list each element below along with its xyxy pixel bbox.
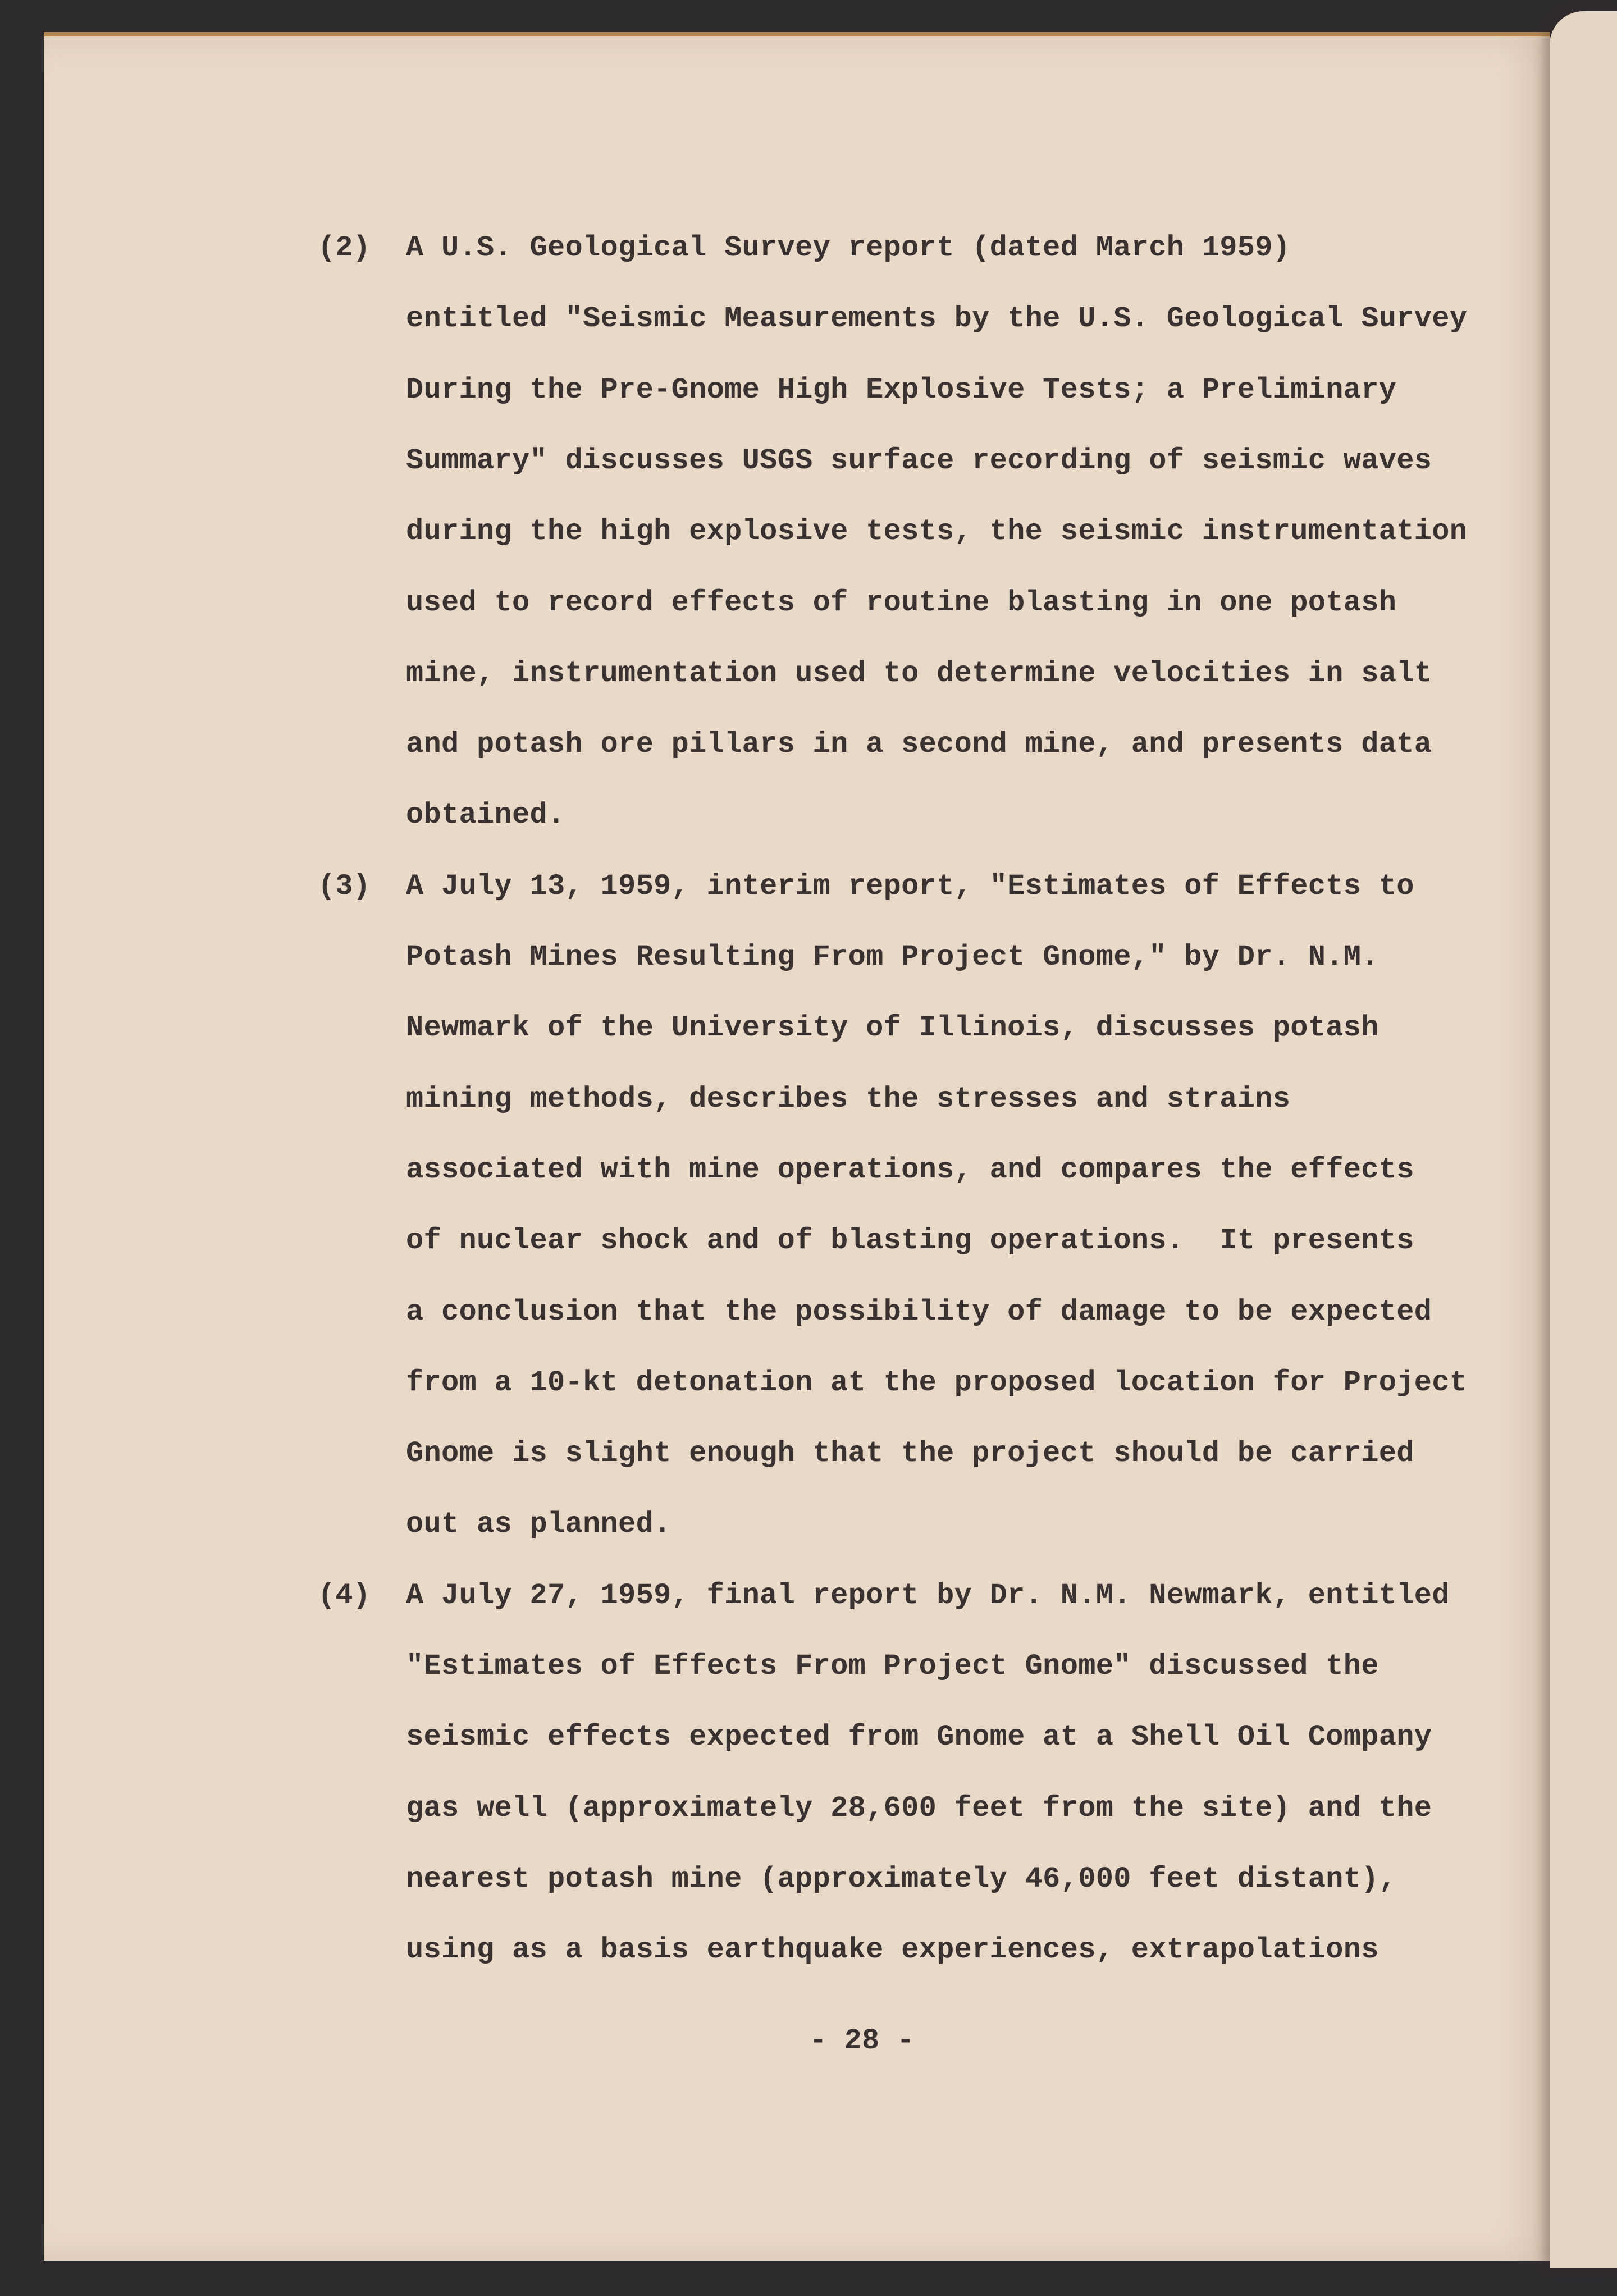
text-line: A July 13, 1959, interim report, "Estimates of Effects to [406,869,1414,903]
text-line: Potash Mines Resulting From Project Gnome," by Dr. N.M. [406,941,1379,974]
text-line: Summary" discusses USGS surface recording of seismic waves [406,444,1432,477]
text-line: of nuclear shock and of blasting operations. It presents [406,1224,1414,1258]
document-page [44,32,1550,2261]
text-line: obtained. [406,798,565,832]
text-line: A U.S. Geological Survey report (dated March 1959) [406,231,1291,264]
text-line: and potash ore pillars in a second mine, and presents data [406,728,1432,761]
text-line: seismic effects expected from Gnome at a Shell Oil Company [406,1720,1432,1754]
text-line: During the Pre-Gnome High Explosive Tests; a Preliminary [406,373,1397,407]
text-line: gas well (approximately 28,600 feet from the site) and the [406,1791,1432,1825]
text-line: during the high explosive tests, the seismic instrumentation [406,515,1468,549]
text-line: using as a basis earthquake experiences, extrapolations [406,1933,1379,1967]
text-line: "Estimates of Effects From Project Gnome" discussed the [406,1650,1379,1683]
text-line: A July 27, 1959, final report by Dr. N.M. Newmark, entitled [406,1578,1450,1612]
text-line: from a 10-kt detonation at the proposed location for Project [406,1366,1468,1399]
text-line: Gnome is slight enough that the project should be carried [406,1437,1414,1471]
item-number: (2) [318,231,371,264]
text-line: entitled "Seismic Measurements by the U.S. Geological Survey [406,302,1468,336]
text-line: mining methods, describes the stresses and strains [406,1082,1291,1116]
text-line: out as planned. [406,1508,672,1541]
item-number: (3) [318,869,371,903]
text-line: nearest potash mine (approximately 46,000 feet distant), [406,1862,1397,1896]
item-number: (4) [318,1578,371,1612]
text-line: used to record effects of routine blasting in one potash [406,586,1397,619]
text-line: associated with mine operations, and compares the effects [406,1153,1414,1186]
text-line: mine, instrumentation used to determine velocities in salt [406,656,1432,690]
page-number: - 28 - [809,2024,915,2057]
next-page-edge [1550,11,1617,2268]
text-line: a conclusion that the possibility of damage to be expected [406,1295,1432,1329]
text-line: Newmark of the University of Illinois, discusses potash [406,1011,1379,1045]
